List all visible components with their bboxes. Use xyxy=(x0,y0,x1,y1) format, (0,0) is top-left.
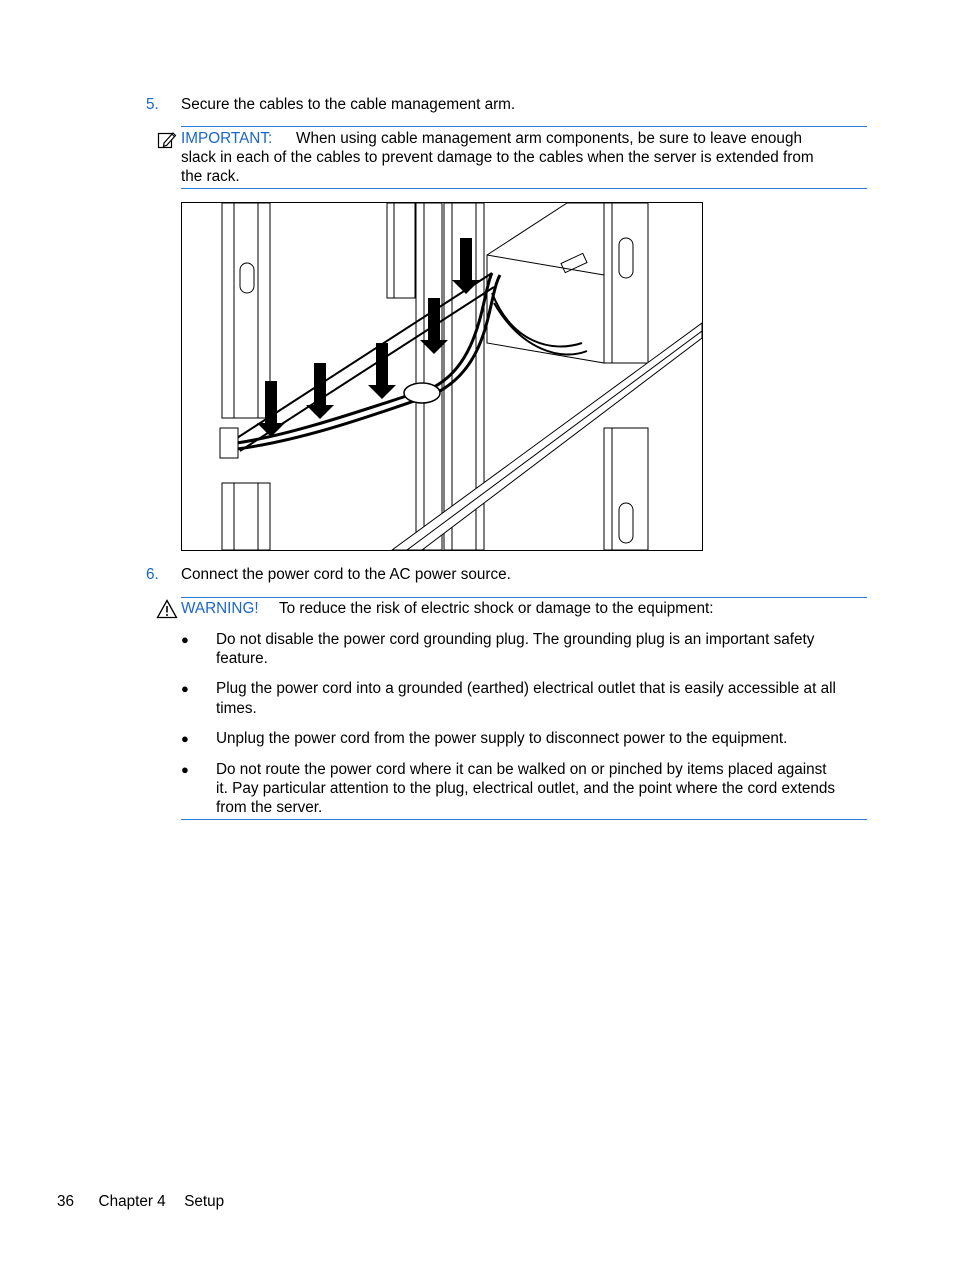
step-text: Connect the power cord to the AC power source. xyxy=(181,566,511,583)
note-bottom-rule xyxy=(181,188,867,189)
section-label: Setup xyxy=(184,1193,225,1210)
note-pencil-icon xyxy=(157,130,177,150)
important-text-line-3: the rack. xyxy=(181,168,240,185)
left-rack-rail xyxy=(222,203,270,550)
note-top-rule xyxy=(181,126,867,127)
bullet-text-line: Do not disable the power cord grounding plug. The grounding plug is an important safety xyxy=(216,631,815,648)
page-number: 36 xyxy=(57,1193,75,1210)
bullet-text-line: Unplug the power cord from the power supply to disconnect power to the equipment. xyxy=(216,730,788,747)
step-number: 5. xyxy=(146,96,159,113)
important-text-line-1: When using cable management arm components, be sure to leave enough xyxy=(296,130,802,147)
bullet-glyph: ● xyxy=(181,762,189,777)
warning-triangle-icon xyxy=(156,599,178,619)
step-text: Secure the cables to the cable management arm. xyxy=(181,96,516,113)
bullet-text-line: feature. xyxy=(216,650,268,667)
page-footer xyxy=(57,1192,224,1211)
important-label: IMPORTANT: xyxy=(181,130,273,147)
cable-management-arm-illustration xyxy=(181,202,703,551)
bullet-text-line: Do not route the power cord where it can be walked on or pinched by items placed against xyxy=(216,761,827,778)
step-number: 6. xyxy=(146,566,159,583)
important-text-line-2: slack in each of the cables to prevent damage to the cables when the server is extended from xyxy=(181,149,814,166)
bullet-text-line: times. xyxy=(216,700,257,717)
warning-top-rule xyxy=(181,597,867,598)
bullet-text-line: it. Pay particular attention to the plug, electrical outlet, and the point where the cord extends xyxy=(216,780,836,797)
warning-label: WARNING! xyxy=(181,600,259,617)
bullet-text-line: Plug the power cord into a grounded (earthed) electrical outlet that is easily accessible at all xyxy=(216,680,836,697)
warning-bottom-rule xyxy=(181,819,867,820)
warning-text: To reduce the risk of electric shock or damage to the equipment: xyxy=(279,600,714,617)
bullet-glyph: ● xyxy=(181,681,189,696)
bullet-glyph: ● xyxy=(181,632,189,647)
chapter-label: Chapter 4 xyxy=(98,1193,166,1210)
server-chassis xyxy=(487,203,604,363)
bullet-text-line: from the server. xyxy=(216,799,323,816)
bullet-glyph: ● xyxy=(181,731,189,746)
